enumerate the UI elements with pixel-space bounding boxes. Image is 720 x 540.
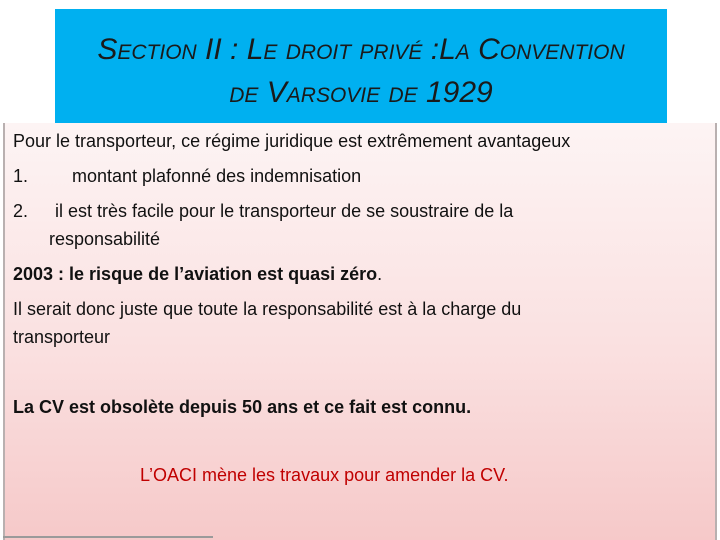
slide-title-line-1: Section II : Le droit privé :La Convention <box>97 33 625 66</box>
slide-title-line-2: de Varsovie de 1929 <box>229 76 493 109</box>
list-item-1-text: montant plafonné des indemnisation <box>72 166 362 186</box>
risk-statement-period: . <box>377 264 383 284</box>
risk-statement <box>13 264 382 285</box>
fairness-text-line-1: Il serait donc juste que toute la responsabilité est à la charge du <box>13 299 522 319</box>
title-banner <box>55 9 667 123</box>
intro-text: Pour le transporteur, ce régime juridique est extrêmement avantageux <box>13 131 571 151</box>
risk-statement-bold: 2003 : le risque de l’aviation est quasi zéro <box>13 264 378 284</box>
obsolete-statement: La CV est obsolète depuis 50 ans et ce fait est connu. <box>13 397 472 417</box>
list-item-2-text-line-1: il est très facile pour le transporteur de se soustraire de la <box>55 201 514 221</box>
fairness-text-line-2: transporteur <box>13 327 111 347</box>
list-item-2-number: 2. <box>13 201 29 221</box>
bottom-divider <box>3 536 213 538</box>
list-item-2-text-line-2: responsabilité <box>49 229 161 249</box>
oaci-statement: L’OACI mène les travaux pour amender la CV. <box>140 465 509 485</box>
list-item-1-number: 1. <box>13 166 29 186</box>
